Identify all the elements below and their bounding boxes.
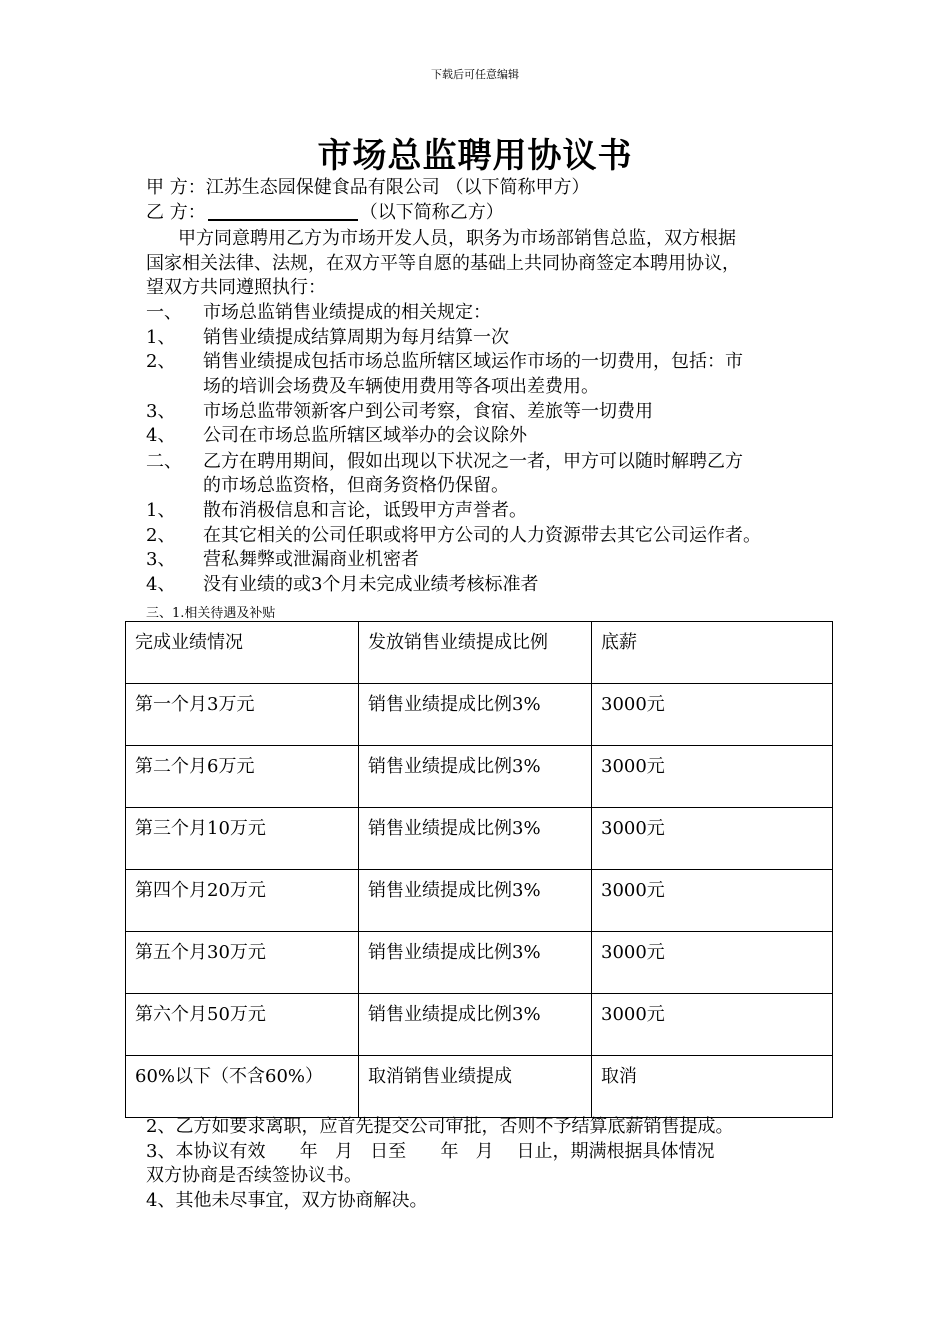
footer-line: 2、乙方如要求离职，应首先提交公司审批，否则不予结算底薪销售提成。	[146, 1116, 734, 1137]
table-cell: 取消销售业绩提成	[359, 1056, 592, 1118]
item-number: 3、	[146, 401, 176, 422]
section-1-heading	[146, 301, 491, 325]
table-cell: 3000元	[592, 808, 833, 870]
table-cell: 销售业绩提成比例3%	[359, 808, 592, 870]
section-number: 二、	[146, 451, 182, 472]
item-number: 2、	[146, 351, 176, 372]
item-text: 散布消极信息和言论，诋毁甲方声誉者。	[203, 500, 527, 521]
section-text: 乙方在聘用期间，假如出现以下状况之一者，甲方可以随时解聘乙方	[203, 451, 743, 472]
item-text: 没有业绩的或3个月未完成业绩考核标准者	[203, 574, 539, 595]
list-item	[146, 573, 538, 597]
table-cell: 第二个月6万元	[126, 746, 359, 808]
party-b-blank	[208, 201, 358, 221]
list-item	[146, 424, 527, 448]
list-item	[146, 326, 509, 350]
section-2-heading	[146, 450, 743, 474]
party-b-line	[146, 201, 504, 225]
table-row	[126, 746, 833, 808]
list-item	[146, 350, 743, 374]
intro-line: 国家相关法律、法规，在双方平等自愿的基础上共同协商签定本聘用协议，	[146, 253, 740, 274]
page-title: 市场总监聘用协议书	[317, 136, 633, 176]
item-number: 1、	[146, 500, 176, 521]
table-cell: 销售业绩提成比例3%	[359, 932, 592, 994]
table-header-row	[126, 622, 833, 684]
footer-line: 双方协商是否续签协议书。	[146, 1165, 362, 1186]
footer-line: 4、其他未尽事宜，双方协商解决。	[146, 1190, 428, 1211]
table-row	[126, 684, 833, 746]
party-a-line: 甲 方：江苏生态园保健食品有限公司 （以下简称甲方）	[146, 177, 590, 198]
footer-line: 3、本协议有效 年 月 日至 年 月 日止，期满根据具体情况	[146, 1141, 715, 1162]
list-item-continuation: 场的培训会场费及车辆使用费用等各项出差费用。	[203, 376, 599, 397]
table-header-cell: 完成业绩情况	[126, 622, 359, 684]
table-cell: 销售业绩提成比例3%	[359, 746, 592, 808]
table-cell: 第三个月10万元	[126, 808, 359, 870]
table-cell: 第四个月20万元	[126, 870, 359, 932]
item-text: 市场总监带领新客户到公司考察，食宿、差旅等一切费用	[203, 401, 653, 422]
table-cell: 第一个月3万元	[126, 684, 359, 746]
compensation-table	[125, 621, 833, 1118]
table-cell: 销售业绩提成比例3%	[359, 870, 592, 932]
section-number: 一、	[146, 302, 182, 323]
item-number: 1、	[146, 327, 176, 348]
section-text: 市场总监销售业绩提成的相关规定：	[203, 302, 491, 323]
party-b-label: 乙 方：	[146, 202, 206, 223]
table-cell: 第六个月50万元	[126, 994, 359, 1056]
table-row	[126, 808, 833, 870]
list-item	[146, 400, 653, 424]
item-number: 3、	[146, 549, 176, 570]
item-text: 销售业绩提成结算周期为每月结算一次	[203, 327, 509, 348]
section-2-continuation: 的市场总监资格，但商务资格仍保留。	[203, 475, 509, 496]
table-cell: 3000元	[592, 870, 833, 932]
list-item	[146, 524, 761, 548]
table-row	[126, 932, 833, 994]
table-header-cell: 底薪	[592, 622, 833, 684]
item-number: 4、	[146, 574, 176, 595]
table-cell: 销售业绩提成比例3%	[359, 994, 592, 1056]
intro-line: 甲方同意聘用乙方为市场开发人员，职务为市场部销售总监，双方根据	[178, 228, 736, 249]
list-item	[146, 548, 419, 572]
table-cell: 第五个月30万元	[126, 932, 359, 994]
table-cell: 3000元	[592, 746, 833, 808]
table-cell: 3000元	[592, 932, 833, 994]
table-cell: 3000元	[592, 994, 833, 1056]
table-row	[126, 870, 833, 932]
item-text: 销售业绩提成包括市场总监所辖区域运作市场的一切费用，包括：市	[203, 351, 743, 372]
header-note: 下载后可任意编辑	[431, 68, 519, 81]
item-text: 公司在市场总监所辖区域举办的会议除外	[203, 425, 527, 446]
list-item	[146, 499, 527, 523]
table-row	[126, 994, 833, 1056]
table-cell: 60%以下（不含60%）	[126, 1056, 359, 1118]
party-b-suffix: （以下简称乙方）	[359, 202, 504, 223]
table-cell: 销售业绩提成比例3%	[359, 684, 592, 746]
intro-line: 望双方共同遵照执行：	[146, 277, 326, 298]
table-header-cell: 发放销售业绩提成比例	[359, 622, 592, 684]
table-cell: 取消	[592, 1056, 833, 1118]
section-3-label: 三、1.相关待遇及补贴	[146, 606, 276, 621]
table-cell: 3000元	[592, 684, 833, 746]
item-text: 在其它相关的公司任职或将甲方公司的人力资源带去其它公司运作者。	[203, 525, 761, 546]
item-number: 2、	[146, 525, 176, 546]
table-row	[126, 1056, 833, 1118]
item-number: 4、	[146, 425, 176, 446]
item-text: 营私舞弊或泄漏商业机密者	[203, 549, 419, 570]
